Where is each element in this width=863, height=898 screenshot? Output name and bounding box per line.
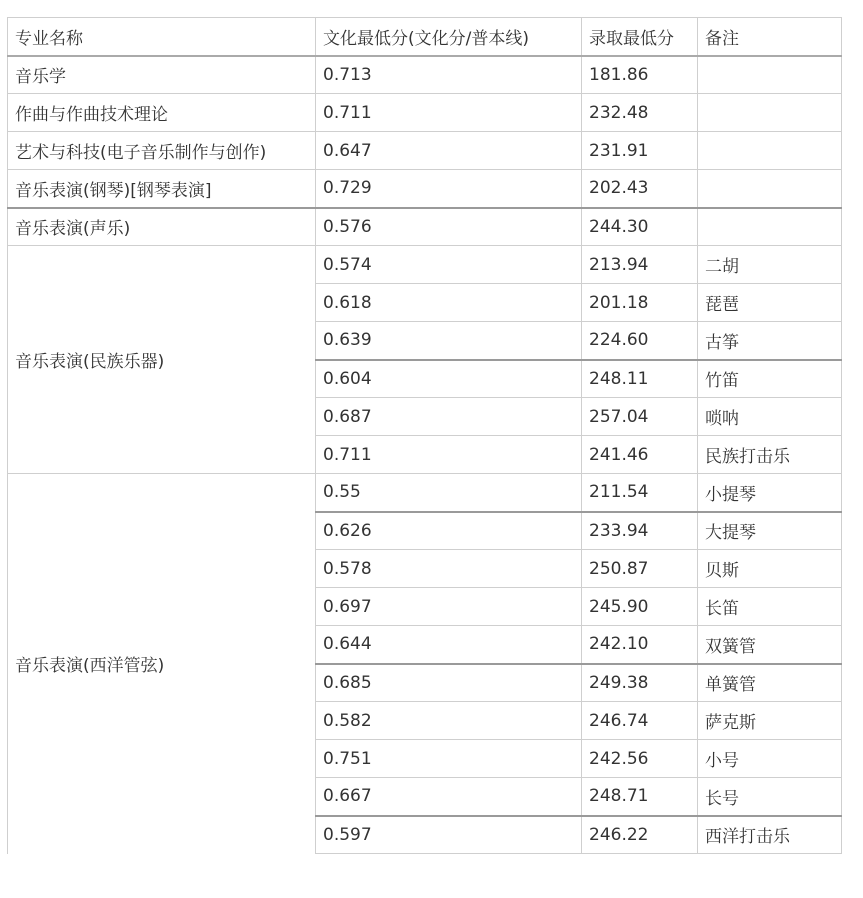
note-cell: 贝斯 [698,550,842,588]
min-score-cell: 249.38 [582,664,698,702]
ratio-cell: 0.647 [316,132,582,170]
note-cell [698,208,842,246]
note-cell: 小提琴 [698,474,842,512]
note-cell: 长笛 [698,588,842,626]
ratio-cell: 0.578 [316,550,582,588]
major-cell: 音乐表演(声乐) [8,208,316,246]
note-cell: 二胡 [698,246,842,284]
note-cell: 琵琶 [698,284,842,322]
note-cell [698,170,842,208]
major-cell: 音乐表演(钢琴)[钢琴表演] [8,170,316,208]
table-row [8,94,842,132]
ratio-cell: 0.685 [316,664,582,702]
ratio-cell: 0.729 [316,170,582,208]
ratio-cell: 0.711 [316,436,582,474]
note-cell: 民族打击乐 [698,436,842,474]
table-row [8,474,842,512]
min-score-cell: 244.30 [582,208,698,246]
ratio-cell: 0.576 [316,208,582,246]
ratio-cell: 0.687 [316,398,582,436]
ratio-cell: 0.639 [316,322,582,360]
table-row [8,56,842,94]
note-cell: 双簧管 [698,626,842,664]
group-major-cell: 音乐表演(民族乐器) [8,246,316,474]
min-score-cell: 241.46 [582,436,698,474]
note-cell [698,56,842,94]
min-score-cell: 232.48 [582,94,698,132]
note-cell: 长号 [698,778,842,816]
min-score-cell: 233.94 [582,512,698,550]
ratio-cell: 0.626 [316,512,582,550]
note-cell: 西洋打击乐 [698,816,842,854]
header-note: 备注 [698,18,842,56]
min-score-cell: 248.71 [582,778,698,816]
min-score-cell: 213.94 [582,246,698,284]
min-score-cell: 242.56 [582,740,698,778]
note-cell: 竹笛 [698,360,842,398]
major-cell: 音乐学 [8,56,316,94]
min-score-cell: 181.86 [582,56,698,94]
ratio-cell: 0.55 [316,474,582,512]
note-cell: 大提琴 [698,512,842,550]
note-cell: 小号 [698,740,842,778]
ratio-cell: 0.713 [316,56,582,94]
min-score-cell: 242.10 [582,626,698,664]
table-row [8,132,842,170]
header-major: 专业名称 [8,18,316,56]
ratio-cell: 0.582 [316,702,582,740]
table-row [8,170,842,208]
min-score-cell: 231.91 [582,132,698,170]
admission-score-table [7,17,842,854]
min-score-cell: 201.18 [582,284,698,322]
header-culture-min-ratio: 文化最低分(文化分/普本线) [316,18,582,56]
table-header-row [8,18,842,56]
major-cell: 作曲与作曲技术理论 [8,94,316,132]
ratio-cell: 0.644 [316,626,582,664]
min-score-cell: 257.04 [582,398,698,436]
ratio-cell: 0.751 [316,740,582,778]
major-cell: 艺术与科技(电子音乐制作与创作) [8,132,316,170]
table-row [8,208,842,246]
ratio-cell: 0.711 [316,94,582,132]
note-cell [698,94,842,132]
min-score-cell: 246.74 [582,702,698,740]
ratio-cell: 0.574 [316,246,582,284]
ratio-cell: 0.604 [316,360,582,398]
min-score-cell: 211.54 [582,474,698,512]
min-score-cell: 202.43 [582,170,698,208]
note-cell [698,132,842,170]
ratio-cell: 0.618 [316,284,582,322]
ratio-cell: 0.667 [316,778,582,816]
min-score-cell: 224.60 [582,322,698,360]
table-row [8,246,842,284]
group-major-cell: 音乐表演(西洋管弦) [8,474,316,854]
note-cell: 古筝 [698,322,842,360]
min-score-cell: 248.11 [582,360,698,398]
min-score-cell: 246.22 [582,816,698,854]
note-cell: 萨克斯 [698,702,842,740]
ratio-cell: 0.597 [316,816,582,854]
note-cell: 单簧管 [698,664,842,702]
min-score-cell: 245.90 [582,588,698,626]
note-cell: 唢呐 [698,398,842,436]
ratio-cell: 0.697 [316,588,582,626]
min-score-cell: 250.87 [582,550,698,588]
header-admission-min-score: 录取最低分 [582,18,698,56]
